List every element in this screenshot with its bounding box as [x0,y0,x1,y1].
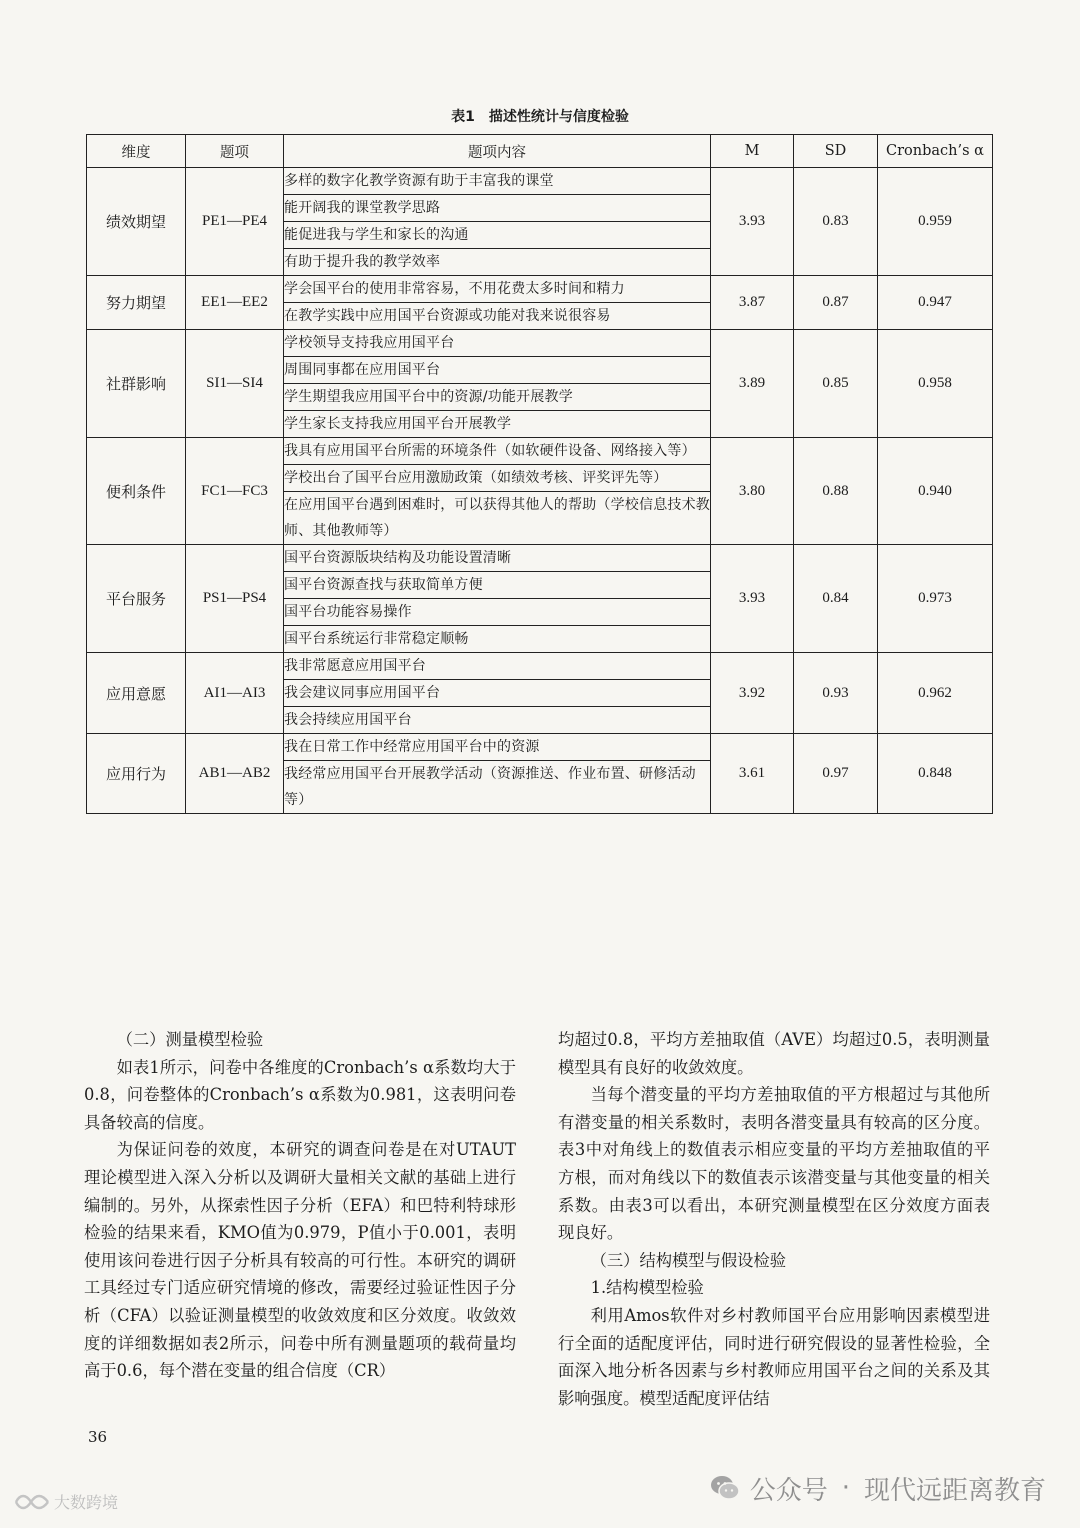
mean-cell: 3.87 [711,276,794,330]
logo-text: 大数跨境 [54,1493,119,1512]
watermark-account-name: 现代远距离教育 [863,1475,1046,1506]
item-content-cell: 国平台系统运行非常稳定顺畅 [284,626,711,653]
item-content-cell: 我会建议同事应用国平台 [284,680,711,707]
item-code-cell: AB1—AB2 [186,734,284,814]
sd-cell: 0.97 [794,734,878,814]
item-content-cell: 我在日常工作中经常应用国平台中的资源 [284,734,711,761]
header-dimension: 维度 [87,135,186,168]
left-text-column [84,1026,516,1385]
item-content-cell: 能开阔我的课堂教学思路 [284,195,711,222]
item-content-cell: 多样的数字化教学资源有助于丰富我的课堂 [284,168,711,195]
watermark [710,1468,1046,1508]
table-row [87,438,993,465]
table-row [87,734,993,761]
alpha-cell: 0.962 [878,653,993,734]
sd-cell: 0.84 [794,545,878,653]
alpha-cell: 0.940 [878,438,993,545]
table-header-row [87,135,993,168]
paragraph: 当每个潜变量的平均方差抽取值的平方根超过与其他所有潜变量的相关系数时，表明各潜变量具有较高的区分度。表3中对角线上的数值表示相应变量的平均方差抽取值的平方根，而对角线以下的数值表示该潜变量与其他变量的相关系数。由表3可以看出，本研究测量模型在区分效度方面表现良好。 [558,1085,990,1243]
sd-cell: 0.83 [794,168,878,276]
alpha-cell: 0.973 [878,545,993,653]
item-content-cell: 能促进我与学生和家长的沟通 [284,222,711,249]
watermark-separator: · [841,1473,850,1503]
page-number: 36 [88,1428,108,1446]
mean-cell: 3.80 [711,438,794,545]
dimension-cell: 平台服务 [87,545,186,653]
descriptive-stats-table [86,134,993,814]
item-code-cell: PS1—PS4 [186,545,284,653]
dimension-cell: 便利条件 [87,438,186,545]
alpha-cell: 0.958 [878,330,993,438]
sd-cell: 0.88 [794,438,878,545]
alpha-cell: 0.947 [878,276,993,330]
item-content-cell: 国平台资源查找与获取简单方便 [284,572,711,599]
dimension-cell: 应用行为 [87,734,186,814]
header-cronbach-alpha: Cronbach’s α [878,135,993,168]
section-heading-structural: （三）结构模型与假设检验 [590,1250,786,1270]
item-content-cell: 我具有应用国平台所需的环境条件（如软硬件设备、网络接入等） [284,438,711,465]
alpha-cell: 0.959 [878,168,993,276]
item-code-cell: FC1—FC3 [186,438,284,545]
table-row [87,653,993,680]
item-content-cell: 在教学实践中应用国平台资源或功能对我来说很容易 [284,303,711,330]
item-content-cell: 我经常应用国平台开展教学活动（资源推送、作业布置、研修活动等） [284,761,711,814]
section-heading-measurement: （二）测量模型检验 [116,1030,264,1049]
dimension-cell: 社群影响 [87,330,186,438]
header-sd: SD [794,135,878,168]
mean-cell: 3.92 [711,653,794,734]
item-content-cell: 有助于提升我的教学效率 [284,249,711,276]
table-row [87,276,993,303]
dimension-cell: 应用意愿 [87,653,186,734]
paragraph: 如表1所示，问卷中各维度的Cronbach’s α系数均大于0.8，问卷整体的Cronbach’s α系数为0.981，这表明问卷具备较高的信度。 [84,1057,516,1132]
item-content-cell: 学生家长支持我应用国平台开展教学 [284,411,711,438]
item-content-cell: 学生期望我应用国平台中的资源/功能开展教学 [284,384,711,411]
item-content-cell: 周围同事都在应用国平台 [284,357,711,384]
header-item-content: 题项内容 [284,135,711,168]
table-row [87,330,993,357]
item-content-cell: 国平台资源版块结构及功能设置清晰 [284,545,711,572]
item-code-cell: AI1—AI3 [186,653,284,734]
dimension-cell: 绩效期望 [87,168,186,276]
logo-mark-icon [14,1492,50,1512]
mean-cell: 3.61 [711,734,794,814]
item-content-cell: 我会持续应用国平台 [284,707,711,734]
mean-cell: 3.89 [711,330,794,438]
mean-cell: 3.93 [711,545,794,653]
header-item-code: 题项 [186,135,284,168]
brand-logo [14,1490,118,1513]
sd-cell: 0.85 [794,330,878,438]
paragraph: 利用Amos软件对乡村教师国平台应用影响因素模型进行全面的适配度评估，同时进行研究假设的显著性检验，全面深入地分析各因素与乡村教师应用国平台之间的关系及其影响强度。模型适配度评估结 [558,1305,990,1408]
paragraph: 为保证问卷的效度，本研究的调查问卷是在对UTAUT理论模型进入深入分析以及调研大量相关文献的基础上进行编制的。另外，从探索性因子分析（EFA）和巴特利特球形检验的结果来看，KMO值为0.979，P值小于0.001，表明使用该问卷进行因子分析具有较高的可行性。本研究的调研工具经过专门适应研究情境的修改，需要经过验证性因子分析（CFA）以验证测量模型的收敛效度和区分效度。收敛效度的详细数据如表2所示，问卷中所有测量题项的载荷量均高于0.6，每个潜在变量的组合信度（CR） [84,1140,516,1381]
item-content-cell: 学校出台了国平台应用激励政策（如绩效考核、评奖评先等） [284,465,711,492]
alpha-cell: 0.848 [878,734,993,814]
table-row [87,168,993,195]
sd-cell: 0.87 [794,276,878,330]
table-row [87,545,993,572]
table-caption: 表1 描述性统计与信度检验 [451,109,629,125]
item-content-cell: 我非常愿意应用国平台 [284,653,711,680]
mean-cell: 3.93 [711,168,794,276]
item-content-cell: 在应用国平台遇到困难时，可以获得其他人的帮助（学校信息技术教师、其他教师等） [284,492,711,545]
subsection-heading: 1.结构模型检验 [590,1278,704,1298]
item-code-cell: PE1—PE4 [186,168,284,276]
item-code-cell: SI1—SI4 [186,330,284,438]
dimension-cell: 努力期望 [87,276,186,330]
item-content-cell: 学校领导支持我应用国平台 [284,330,711,357]
right-text-column [558,1026,990,1412]
item-content-cell: 学会国平台的使用非常容易，不用花费太多时间和精力 [284,276,711,303]
watermark-account-label: 公众号 [749,1475,828,1506]
header-mean: M [711,135,794,168]
paragraph-continuation: 均超过0.8，平均方差抽取值（AVE）均超过0.5，表明测量模型具有良好的收敛效度。 [558,1030,990,1077]
wechat-icon [710,1475,740,1501]
sd-cell: 0.93 [794,653,878,734]
item-content-cell: 国平台功能容易操作 [284,599,711,626]
item-code-cell: EE1—EE2 [186,276,284,330]
